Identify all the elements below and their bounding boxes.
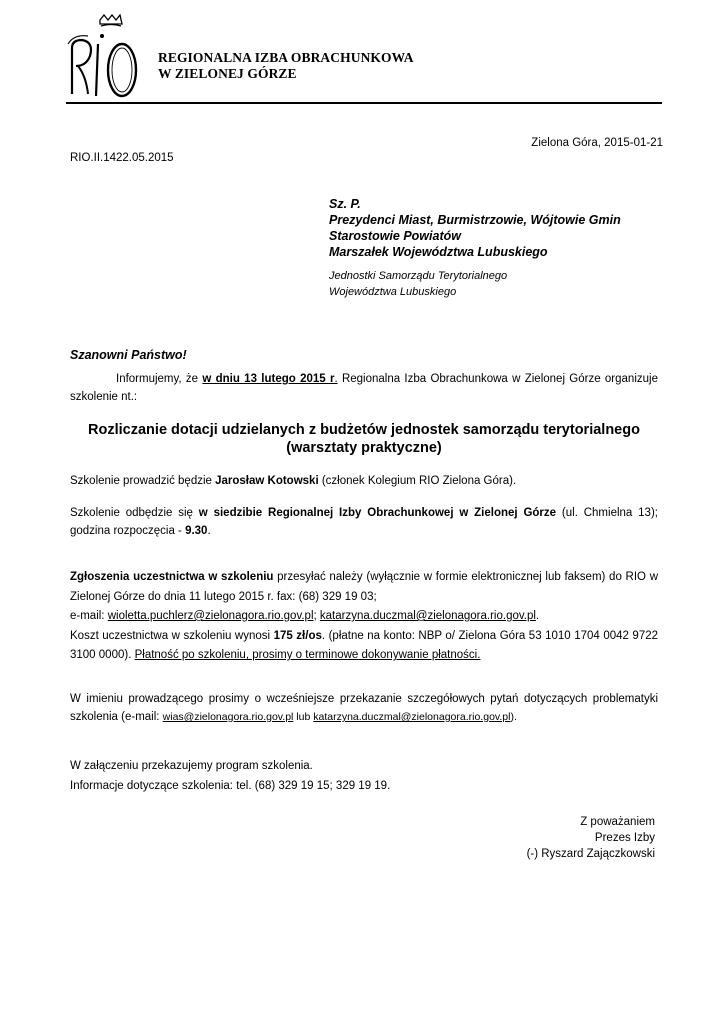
signature-block xyxy=(527,814,655,862)
recipient-line: Sz. P. xyxy=(329,197,361,211)
email-link-puchlerz[interactable]: wioletta.puchlerz@zielonagora.rio.gov.pl xyxy=(107,610,314,622)
lecturer-pre: Szkolenie prowadzić będzie xyxy=(70,475,216,487)
registration-paragraph xyxy=(70,568,658,666)
email-label: e-mail: xyxy=(70,610,108,622)
organization-name xyxy=(158,50,414,82)
training-date: w dniu 13 lutego 2015 r xyxy=(202,373,335,385)
questions-paragraph xyxy=(70,690,658,726)
closing-info xyxy=(70,756,658,796)
email-end: . xyxy=(535,610,540,622)
lecturer-post: (członek Kolegium RIO Zielona Góra). xyxy=(318,475,517,487)
org-line-2: W ZIELONEJ GÓRZE xyxy=(158,66,297,81)
registration-text: przesyłać należy (wyłącznie w formie elektronicznej lub faksem) do RIO w Zielonej Górze do dnia 11 lutego 2015 r. fax: (68) 329 19 03; xyxy=(70,571,658,603)
recipients-block xyxy=(329,196,621,260)
place-date: Zielona Góra, 2015-01-21 xyxy=(531,137,663,149)
lecturer-paragraph xyxy=(70,472,658,490)
recipient-sub-line: Jednostki Samorządu Terytorialnego xyxy=(329,270,508,282)
rio-logo xyxy=(64,14,146,100)
venue-post: (ul. Chmielna 13); godzina rozpoczęcia - xyxy=(70,507,658,537)
attachment-note: W załączeniu przekazujemy program szkolenia. xyxy=(70,760,313,772)
header-divider xyxy=(66,102,662,104)
intro-post: Regionalna Izba Obrachunkowa w Zielonej Górze organizuje szkolenie nt.: xyxy=(70,373,658,403)
intro-dot: . xyxy=(334,373,338,385)
training-title-line-1: Rozliczanie dotacji udzielanych z budżetów jednostek samorządu terytorialnego xyxy=(88,422,640,438)
reference-number: RIO.II.1422.05.2015 xyxy=(70,152,174,164)
email-sep: ; xyxy=(313,610,320,622)
questions-end: ). xyxy=(510,711,517,723)
email-link-wias[interactable]: wias@zielonagora.rio.gov.pl xyxy=(162,711,294,723)
payment-note: Płatność po szkoleniu, prosimy o terminowe dokonywanie płatności. xyxy=(134,649,481,661)
contact-info: Informacje dotyczące szkolenia: tel. (68) 329 19 15; 329 19 19. xyxy=(70,780,391,792)
lecturer-name: Jarosław Kotowski xyxy=(215,475,319,487)
recipient-sub-line: Województwa Lubuskiego xyxy=(329,286,457,298)
questions-mid: lub xyxy=(293,711,314,723)
org-line-1: REGIONALNA IZBA OBRACHUNKOWA xyxy=(158,50,414,65)
intro-pre: Informujemy, że xyxy=(116,373,203,385)
recipient-line: Marszałek Województwa Lubuskiego xyxy=(329,245,548,259)
registration-heading: Zgłoszenia uczestnictwa w szkoleniu xyxy=(70,571,274,583)
training-title-line-2: (warsztaty praktyczne) xyxy=(286,440,442,456)
venue-place: w siedzibie Regionalnej Izby Obrachunkowej w Zielonej Górze xyxy=(198,507,557,519)
start-time: 9.30 xyxy=(185,525,208,537)
venue-paragraph xyxy=(70,504,658,540)
intro-paragraph xyxy=(70,370,658,406)
questions-text: W imieniu prowadzącego prosimy o wcześniejsze przekazanie szczegółowych pytań dotyczących problematyki szkolenia (e-mail: xyxy=(70,693,658,723)
venue-pre: Szkolenie odbędzie się xyxy=(70,507,199,519)
venue-end: . xyxy=(207,525,211,537)
signature-line: Prezes Izby xyxy=(594,832,655,844)
email-link-duczmal-2[interactable]: katarzyna.duczmal@zielonagora.rio.gov.pl xyxy=(313,711,511,723)
recipients-sub-block xyxy=(329,268,507,300)
greeting: Szanowni Państwo! xyxy=(70,348,187,362)
training-title xyxy=(70,421,658,457)
signature-line: Z poważaniem xyxy=(580,816,655,828)
rio-logo-graphic xyxy=(64,14,146,100)
email-link-duczmal[interactable]: katarzyna.duczmal@zielonagora.rio.gov.pl xyxy=(319,610,536,622)
recipient-line: Starostowie Powiatów xyxy=(329,229,461,243)
cost-pre: Koszt uczestnictwa w szkoleniu wynosi xyxy=(70,629,274,642)
cost-amount: 175 zł/os xyxy=(273,629,322,642)
recipient-line: Prezydenci Miast, Burmistrzowie, Wójtowie Gmin xyxy=(329,213,621,227)
cost-post: . (płatne na konto: NBP o/ Zielona Góra 53 1010 1704 0042 9722 3100 0000). xyxy=(70,629,659,661)
signature-line: (-) Ryszard Zajączkowski xyxy=(526,848,655,860)
